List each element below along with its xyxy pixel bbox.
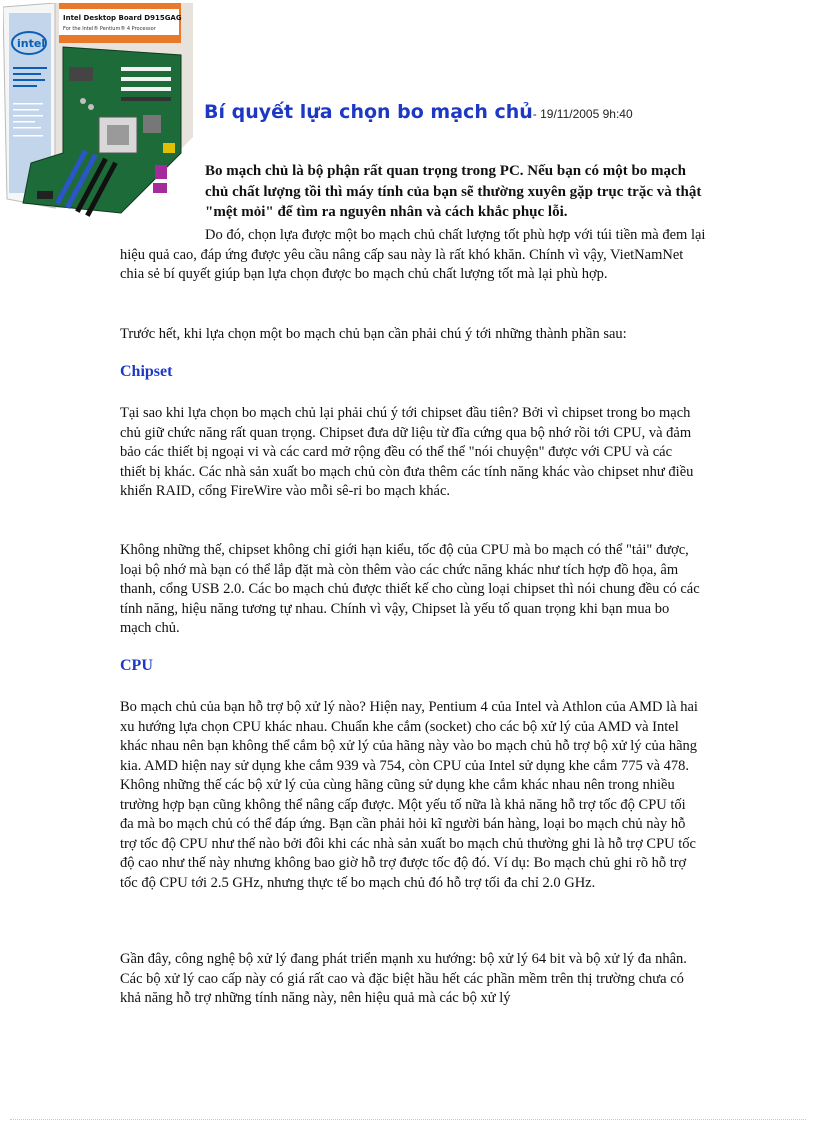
intro-block bbox=[120, 226, 710, 285]
chipset-paragraph-2: Không những thế, chipset không chỉ giới hạn kiểu, tốc độ của CPU mà bo mạch có thể "tải" được, loại bộ nhớ mà bạn có thể lắp đặt mà còn thêm vào các chức năng khác như tích hợp đồ họa, âm thanh, cổng USB 2.0. Các bo mạch chủ được thiết kế cho cùng loại chipset thì nói chung đều có các tính năng, hiệu năng tương tự nhau. Chính vì vậy, Chipset là yếu tố quan trọng khi bạn mua bo mạch chủ. bbox=[120, 542, 700, 636]
chipset-paragraph-1: Tại sao khi lựa chọn bo mạch chủ lại phải chú ý tới chipset đầu tiên? Bởi vì chipset trong bo mạch chủ giữ chức năng rất quan trọng. Chipset đưa dữ liệu từ đĩa cứng qua bộ nhớ rồi tới CPU, và đảm bảo các thiết bị ngoại vi và các card mở rộng đều có thể thể "nói chuyện" được với CPU và các thiết bị khác. Các nhà sản xuất bo mạch chủ còn đưa thêm các tính năng khác vào chipset như điều khiển RAID, cổng FireWire vào mỗi sê-ri bo mạch khác. bbox=[120, 405, 694, 499]
article-lead: Bo mạch chủ là bộ phận rất quan trọng trong PC. Nếu bạn có một bo mạch chủ chất lượng tồi thì máy tính của bạn sẽ thường xuyên gặp trục trặc và thật "mệt mỏi" để tìm ra nguyên nhân và cách khắc phục lỗi. bbox=[205, 163, 702, 220]
intro-paragraph: Do đó, chọn lựa được một bo mạch chủ chất lượng tốt phù hợp với túi tiền mà đem lại hiệu quả cao, đáp ứng được yêu cầu nâng cấp sau này là rất khó khăn. Chính vì vậy, VietNamNet chia sẻ bí quyết giúp bạn lựa chọn được bo mạch chủ chất lượng tốt mà lại phù hợp. bbox=[120, 227, 706, 282]
section-heading-cpu: CPU bbox=[120, 657, 153, 674]
cpu-paragraph-2: Gần đây, công nghệ bộ xử lý đang phát triển mạnh xu hướng: bộ xử lý 64 bit và bộ xử lý đa nhân. Các bộ xử lý cao cấp này có giá rất cao và đặc biệt hầu hết các phần mềm trên thị trường chưa có khả năng hỗ trợ những tính năng này, nên hiệu quả mà các bộ xử lý bbox=[120, 951, 687, 1006]
components-intro-paragraph: Trước hết, khi lựa chọn một bo mạch chủ bạn cần phải chú ý tới những thành phần sau: bbox=[120, 326, 627, 342]
box-brand-logo: intel bbox=[17, 37, 46, 50]
page-bottom-divider bbox=[10, 1119, 806, 1120]
article-date: - 19/11/2005 9h:40 bbox=[532, 107, 633, 121]
box-tagline: For the Intel® Pentium® 4 Processor bbox=[63, 26, 156, 32]
box-product-line: Intel Desktop Board D915GAG bbox=[63, 14, 182, 22]
article-title: Bí quyết lựa chọn bo mạch chủ bbox=[204, 101, 533, 123]
article-title-line bbox=[204, 101, 764, 123]
motherboard-box-image bbox=[3, 3, 193, 229]
section-heading-chipset: Chipset bbox=[120, 363, 173, 380]
cpu-paragraph-1: Bo mạch chủ của bạn hỗ trợ bộ xử lý nào? Hiện nay, Pentium 4 của Intel và Athlon của AMD là hai xu hướng lựa chọn CPU khác nhau. Chuẩn khe cắm (socket) cho các bộ xử lý của AMD và Intel khác nhau nên bạn không thể cắm bộ xử lý của hãng này vào bo mạch chủ hỗ trợ bộ xử lý của hãng kia. AMD hiện nay sử dụng khe cắm 939 và 754, còn CPU của Intel sử dụng khe cắm 775 và 478. Không những thế các bộ xử lý của cùng hãng cũng sử dụng khe cắm khác nhau nên trong nhiều trường hợp bạn cũng không thể nâng cấp được. Một yếu tố nữa là khả năng hỗ trợ tốc độ CPU tối đa mà bo mạch chủ có thể đáp ứng. Bạn cần phải hỏi kĩ người bán hàng, loại bo mạch chủ này hỗ trợ tốc độ CPU như thế nào bởi đôi khi các nhà sản xuất bo mạch chủ thường ghi là hỗ trợ CPU tốc độ cao như thế này nhưng không bao giờ hỗ trợ được tốc độ đó. Ví dụ: Bo mạch chủ ghi rõ hỗ trợ tốc độ CPU tới 2.5 GHz, nhưng thực tế bo mạch chủ đó hỗ trợ tối đa chỉ 2.0 GHz. bbox=[120, 699, 698, 891]
